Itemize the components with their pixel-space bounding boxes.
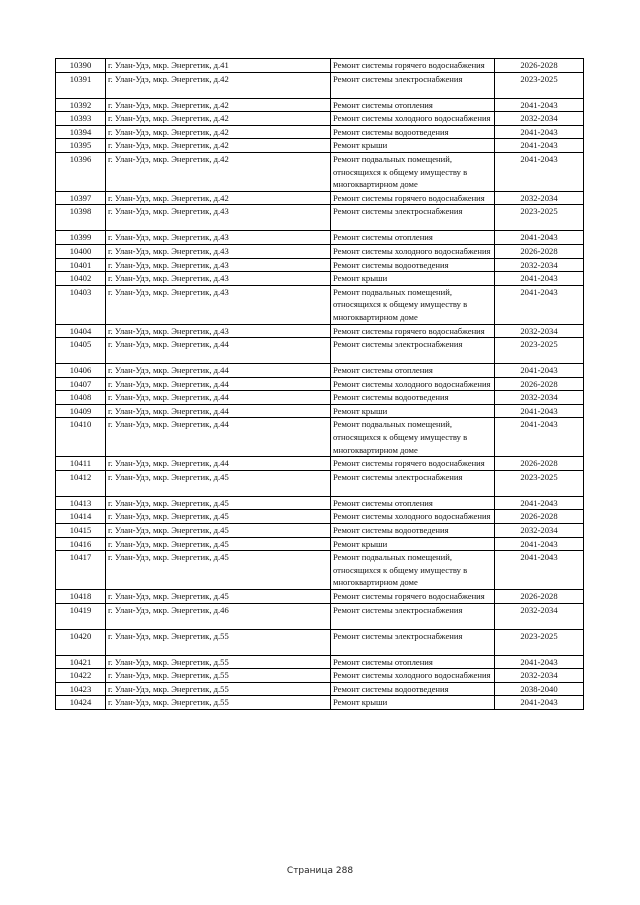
address-cell: г. Улан-Удэ, мкр. Энергетик, д.45 (106, 470, 331, 496)
table-row (56, 377, 584, 391)
page-number: Страница 288 (286, 866, 354, 876)
work-type-cell: Ремонт системы отопления (331, 655, 495, 669)
work-type-cell: Ремонт системы электроснабжения (331, 72, 495, 98)
work-type-cell: Ремонт системы отопления (331, 364, 495, 378)
work-type-cell: Ремонт системы холодного водоснабжения (331, 112, 495, 126)
table-row (56, 59, 584, 73)
work-type-cell: Ремонт крыши (331, 404, 495, 418)
row-number-cell: 10392 (56, 98, 106, 112)
row-number-cell: 10424 (56, 696, 106, 710)
work-type-cell: Ремонт системы холодного водоснабжения (331, 669, 495, 683)
period-cell: 2041-2043 (495, 696, 584, 710)
work-type-cell: Ремонт системы горячего водоснабжения (331, 324, 495, 338)
work-type-cell: Ремонт крыши (331, 696, 495, 710)
row-number-cell: 10398 (56, 205, 106, 231)
address-cell: г. Улан-Удэ, мкр. Энергетик, д.44 (106, 404, 331, 418)
work-type-cell: Ремонт крыши (331, 139, 495, 153)
table-row (56, 457, 584, 471)
address-cell: г. Улан-Удэ, мкр. Энергетик, д.44 (106, 338, 331, 364)
period-cell: 2032-2034 (495, 669, 584, 683)
row-number-cell: 10395 (56, 139, 106, 153)
work-type-cell: Ремонт системы электроснабжения (331, 338, 495, 364)
row-number-cell: 10390 (56, 59, 106, 73)
work-type-cell: Ремонт системы водоотведения (331, 258, 495, 272)
row-number-cell: 10408 (56, 391, 106, 405)
row-number-cell: 10415 (56, 524, 106, 538)
table-body (56, 59, 584, 710)
address-cell: г. Улан-Удэ, мкр. Энергетик, д.43 (106, 258, 331, 272)
work-type-cell: Ремонт крыши (331, 272, 495, 286)
row-number-cell: 10414 (56, 510, 106, 524)
row-number-cell: 10400 (56, 244, 106, 258)
table-row (56, 655, 584, 669)
period-cell: 2041-2043 (495, 496, 584, 510)
row-number-cell: 10391 (56, 72, 106, 98)
period-cell: 2041-2043 (495, 231, 584, 245)
address-cell: г. Улан-Удэ, мкр. Энергетик, д.41 (106, 59, 331, 73)
work-type-cell: Ремонт системы отопления (331, 98, 495, 112)
work-type-cell: Ремонт системы электроснабжения (331, 629, 495, 655)
period-cell: 2032-2034 (495, 112, 584, 126)
period-cell: 2026-2028 (495, 244, 584, 258)
row-number-cell: 10407 (56, 377, 106, 391)
work-type-cell: Ремонт системы электроснабжения (331, 603, 495, 629)
table-row (56, 470, 584, 496)
table-row (56, 551, 584, 590)
address-cell: г. Улан-Удэ, мкр. Энергетик, д.44 (106, 418, 331, 457)
table-row (56, 391, 584, 405)
period-cell: 2026-2028 (495, 510, 584, 524)
work-type-cell: Ремонт системы горячего водоснабжения (331, 59, 495, 73)
address-cell: г. Улан-Удэ, мкр. Энергетик, д.45 (106, 524, 331, 538)
row-number-cell: 10422 (56, 669, 106, 683)
work-type-cell: Ремонт системы водоотведения (331, 682, 495, 696)
address-cell: г. Улан-Удэ, мкр. Энергетик, д.45 (106, 551, 331, 590)
address-cell: г. Улан-Удэ, мкр. Энергетик, д.45 (106, 510, 331, 524)
table-row (56, 112, 584, 126)
table-row (56, 244, 584, 258)
row-number-cell: 10417 (56, 551, 106, 590)
address-cell: г. Улан-Удэ, мкр. Энергетик, д.55 (106, 682, 331, 696)
table-row (56, 285, 584, 324)
address-cell: г. Улан-Удэ, мкр. Энергетик, д.43 (106, 324, 331, 338)
address-cell: г. Улан-Удэ, мкр. Энергетик, д.45 (106, 537, 331, 551)
row-number-cell: 10397 (56, 191, 106, 205)
work-type-cell: Ремонт системы водоотведения (331, 391, 495, 405)
work-type-cell: Ремонт подвальных помещений, относящихся к общему имуществу в многоквартирном доме (331, 285, 495, 324)
table-row (56, 125, 584, 139)
table-row (56, 258, 584, 272)
table-row (56, 324, 584, 338)
work-type-cell: Ремонт системы холодного водоснабжения (331, 244, 495, 258)
row-number-cell: 10418 (56, 590, 106, 604)
table-row (56, 231, 584, 245)
table-row (56, 590, 584, 604)
table-row (56, 524, 584, 538)
row-number-cell: 10409 (56, 404, 106, 418)
row-number-cell: 10399 (56, 231, 106, 245)
table-row (56, 191, 584, 205)
address-cell: г. Улан-Удэ, мкр. Энергетик, д.44 (106, 457, 331, 471)
row-number-cell: 10423 (56, 682, 106, 696)
work-type-cell: Ремонт системы холодного водоснабжения (331, 377, 495, 391)
table-row (56, 98, 584, 112)
period-cell: 2026-2028 (495, 590, 584, 604)
period-cell: 2023-2025 (495, 205, 584, 231)
row-number-cell: 10401 (56, 258, 106, 272)
table-row (56, 696, 584, 710)
period-cell: 2041-2043 (495, 364, 584, 378)
table-row (56, 629, 584, 655)
table-row (56, 682, 584, 696)
table-row (56, 510, 584, 524)
row-number-cell: 10404 (56, 324, 106, 338)
row-number-cell: 10406 (56, 364, 106, 378)
repair-schedule-table (55, 58, 584, 710)
address-cell: г. Улан-Удэ, мкр. Энергетик, д.42 (106, 152, 331, 191)
work-type-cell: Ремонт подвальных помещений, относящихся к общему имуществу в многоквартирном доме (331, 152, 495, 191)
period-cell: 2032-2034 (495, 391, 584, 405)
period-cell: 2032-2034 (495, 258, 584, 272)
address-cell: г. Улан-Удэ, мкр. Энергетик, д.44 (106, 364, 331, 378)
address-cell: г. Улан-Удэ, мкр. Энергетик, д.43 (106, 205, 331, 231)
work-type-cell: Ремонт системы водоотведения (331, 524, 495, 538)
period-cell: 2041-2043 (495, 285, 584, 324)
work-type-cell: Ремонт системы отопления (331, 231, 495, 245)
period-cell: 2023-2025 (495, 338, 584, 364)
table-row (56, 496, 584, 510)
table-row (56, 537, 584, 551)
address-cell: г. Улан-Удэ, мкр. Энергетик, д.42 (106, 72, 331, 98)
work-type-cell: Ремонт системы горячего водоснабжения (331, 590, 495, 604)
period-cell: 2023-2025 (495, 72, 584, 98)
period-cell: 2026-2028 (495, 377, 584, 391)
address-cell: г. Улан-Удэ, мкр. Энергетик, д.55 (106, 629, 331, 655)
period-cell: 2041-2043 (495, 125, 584, 139)
period-cell: 2041-2043 (495, 152, 584, 191)
address-cell: г. Улан-Удэ, мкр. Энергетик, д.55 (106, 696, 331, 710)
row-number-cell: 10394 (56, 125, 106, 139)
period-cell: 2038-2040 (495, 682, 584, 696)
work-type-cell: Ремонт системы горячего водоснабжения (331, 191, 495, 205)
period-cell: 2032-2034 (495, 603, 584, 629)
address-cell: г. Улан-Удэ, мкр. Энергетик, д.44 (106, 391, 331, 405)
address-cell: г. Улан-Удэ, мкр. Энергетик, д.43 (106, 231, 331, 245)
period-cell: 2026-2028 (495, 59, 584, 73)
row-number-cell: 10411 (56, 457, 106, 471)
row-number-cell: 10396 (56, 152, 106, 191)
table-row (56, 338, 584, 364)
address-cell: г. Улан-Удэ, мкр. Энергетик, д.55 (106, 655, 331, 669)
work-type-cell: Ремонт системы холодного водоснабжения (331, 510, 495, 524)
period-cell: 2041-2043 (495, 98, 584, 112)
table-row (56, 603, 584, 629)
period-cell: 2041-2043 (495, 655, 584, 669)
table-row (56, 152, 584, 191)
work-type-cell: Ремонт системы электроснабжения (331, 470, 495, 496)
row-number-cell: 10416 (56, 537, 106, 551)
work-type-cell: Ремонт системы водоотведения (331, 125, 495, 139)
work-type-cell: Ремонт системы горячего водоснабжения (331, 457, 495, 471)
address-cell: г. Улан-Удэ, мкр. Энергетик, д.42 (106, 112, 331, 126)
address-cell: г. Улан-Удэ, мкр. Энергетик, д.43 (106, 285, 331, 324)
work-type-cell: Ремонт подвальных помещений, относящихся к общему имуществу в многоквартирном доме (331, 418, 495, 457)
period-cell: 2026-2028 (495, 457, 584, 471)
row-number-cell: 10420 (56, 629, 106, 655)
work-type-cell: Ремонт системы отопления (331, 496, 495, 510)
address-cell: г. Улан-Удэ, мкр. Энергетик, д.46 (106, 603, 331, 629)
address-cell: г. Улан-Удэ, мкр. Энергетик, д.45 (106, 590, 331, 604)
period-cell: 2032-2034 (495, 524, 584, 538)
period-cell: 2041-2043 (495, 272, 584, 286)
row-number-cell: 10421 (56, 655, 106, 669)
address-cell: г. Улан-Удэ, мкр. Энергетик, д.43 (106, 244, 331, 258)
table-row (56, 418, 584, 457)
address-cell: г. Улан-Удэ, мкр. Энергетик, д.42 (106, 191, 331, 205)
table-row (56, 669, 584, 683)
period-cell: 2032-2034 (495, 191, 584, 205)
address-cell: г. Улан-Удэ, мкр. Энергетик, д.42 (106, 98, 331, 112)
period-cell: 2041-2043 (495, 537, 584, 551)
address-cell: г. Улан-Удэ, мкр. Энергетик, д.42 (106, 125, 331, 139)
row-number-cell: 10419 (56, 603, 106, 629)
period-cell: 2041-2043 (495, 551, 584, 590)
row-number-cell: 10410 (56, 418, 106, 457)
address-cell: г. Улан-Удэ, мкр. Энергетик, д.55 (106, 669, 331, 683)
row-number-cell: 10402 (56, 272, 106, 286)
period-cell: 2041-2043 (495, 139, 584, 153)
row-number-cell: 10412 (56, 470, 106, 496)
row-number-cell: 10405 (56, 338, 106, 364)
period-cell: 2032-2034 (495, 324, 584, 338)
address-cell: г. Улан-Удэ, мкр. Энергетик, д.42 (106, 139, 331, 153)
period-cell: 2041-2043 (495, 418, 584, 457)
work-type-cell: Ремонт крыши (331, 537, 495, 551)
address-cell: г. Улан-Удэ, мкр. Энергетик, д.45 (106, 496, 331, 510)
table-row (56, 364, 584, 378)
row-number-cell: 10403 (56, 285, 106, 324)
period-cell: 2023-2025 (495, 470, 584, 496)
period-cell: 2023-2025 (495, 629, 584, 655)
table-row (56, 404, 584, 418)
table-row (56, 72, 584, 98)
work-type-cell: Ремонт подвальных помещений, относящихся к общему имуществу в многоквартирном доме (331, 551, 495, 590)
table-row (56, 205, 584, 231)
address-cell: г. Улан-Удэ, мкр. Энергетик, д.44 (106, 377, 331, 391)
period-cell: 2041-2043 (495, 404, 584, 418)
address-cell: г. Улан-Удэ, мкр. Энергетик, д.43 (106, 272, 331, 286)
row-number-cell: 10413 (56, 496, 106, 510)
table-row (56, 139, 584, 153)
table-row (56, 272, 584, 286)
work-type-cell: Ремонт системы электроснабжения (331, 205, 495, 231)
row-number-cell: 10393 (56, 112, 106, 126)
